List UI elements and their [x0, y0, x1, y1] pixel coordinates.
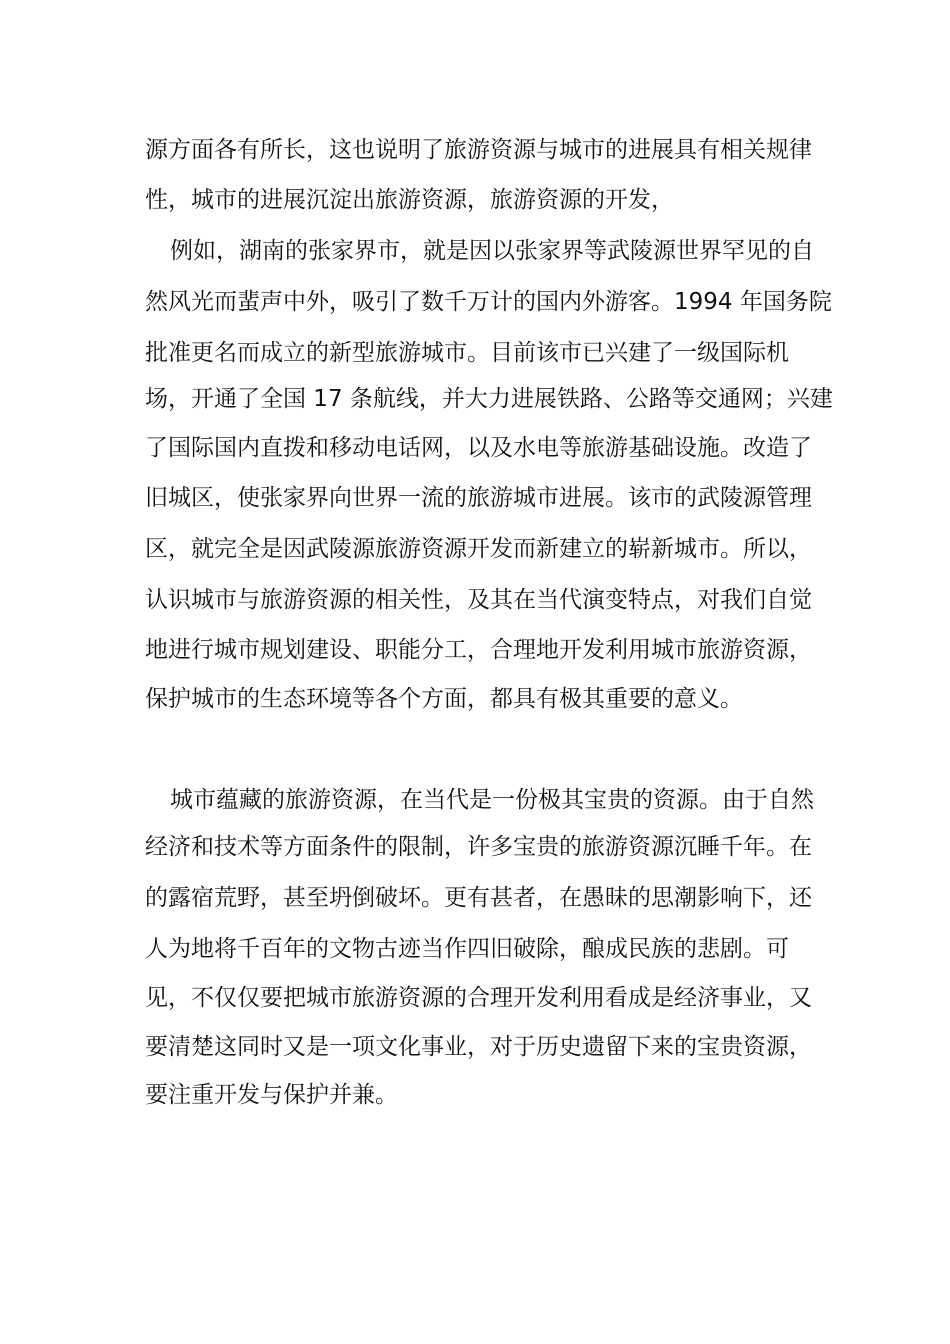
paragraph-3-line-2: 经济和技术等方面条件的限制，许多宝贵的旅游资源沉睡千年。在: [145, 834, 812, 860]
paragraph-1-line-1: 源方面各有所长，这也说明了旅游资源与城市的进展具有相关规律: [145, 137, 812, 163]
paragraph-3-line-6: 要清楚这同时又是一项文化事业，对于历史遗留下来的宝贵资源，: [145, 1034, 812, 1060]
paragraph-3-line-1: 城市蕴藏的旅游资源，在当代是一份极其宝贵的资源。由于自然: [170, 787, 814, 813]
paragraph-2-line-10: 保护城市的生态环境等各个方面，都具有极其重要的意义。: [145, 686, 743, 712]
paragraph-2-line-8: 认识城市与旅游资源的相关性，及其在当代演变特点，对我们自觉: [145, 587, 812, 613]
paragraph-2-line-9: 地进行城市规划建设、职能分工，合理地开发利用城市旅游资源，: [145, 637, 812, 663]
paragraph-2-line-3: 批准更名而成立的新型旅游城市。目前该市已兴建了一级国际机: [145, 340, 789, 366]
paragraph-2-line-6: 旧城区，使张家界向世界一流的旅游城市进展。该市的武陵源管理: [145, 485, 812, 511]
paragraph-3-line-4: 人为地将千百年的文物古迹当作四旧破除，酿成民族的悲剧。可: [145, 936, 789, 962]
paragraph-3-line-5: 见，不仅仅要把城市旅游资源的合理开发利用看成是经济事业，又: [145, 985, 812, 1011]
paragraph-2-line-1: 例如，湖南的张家界市，就是因以张家界等武陵源世界罕见的自: [170, 238, 814, 264]
paragraph-2-line-5: 了国际国内直拨和移动电话网，以及水电等旅游基础设施。改造了: [145, 435, 812, 461]
paragraph-3-line-7: 要注重开发与保护并兼。: [145, 1082, 398, 1108]
paragraph-1-line-2: 性，城市的进展沉淀出旅游资源，旅游资源的开发，: [145, 187, 674, 213]
paragraph-2-line-4: 场，开通了全国 17 条航线，并大力进展铁路、公路等交通网；兴建: [145, 386, 833, 412]
paragraph-2-line-7: 区，就完全是因武陵源旅游资源开发而新建立的崭新城市。所以，: [145, 536, 812, 562]
paragraph-3-line-3: 的露宿荒野，甚至坍倒破坏。更有甚者，在愚昧的思潮影响下，还: [145, 885, 812, 911]
paragraph-2-line-2: 然风光而蜚声中外，吸引了数千万计的国内外游客。1994 年国务院: [145, 289, 832, 315]
